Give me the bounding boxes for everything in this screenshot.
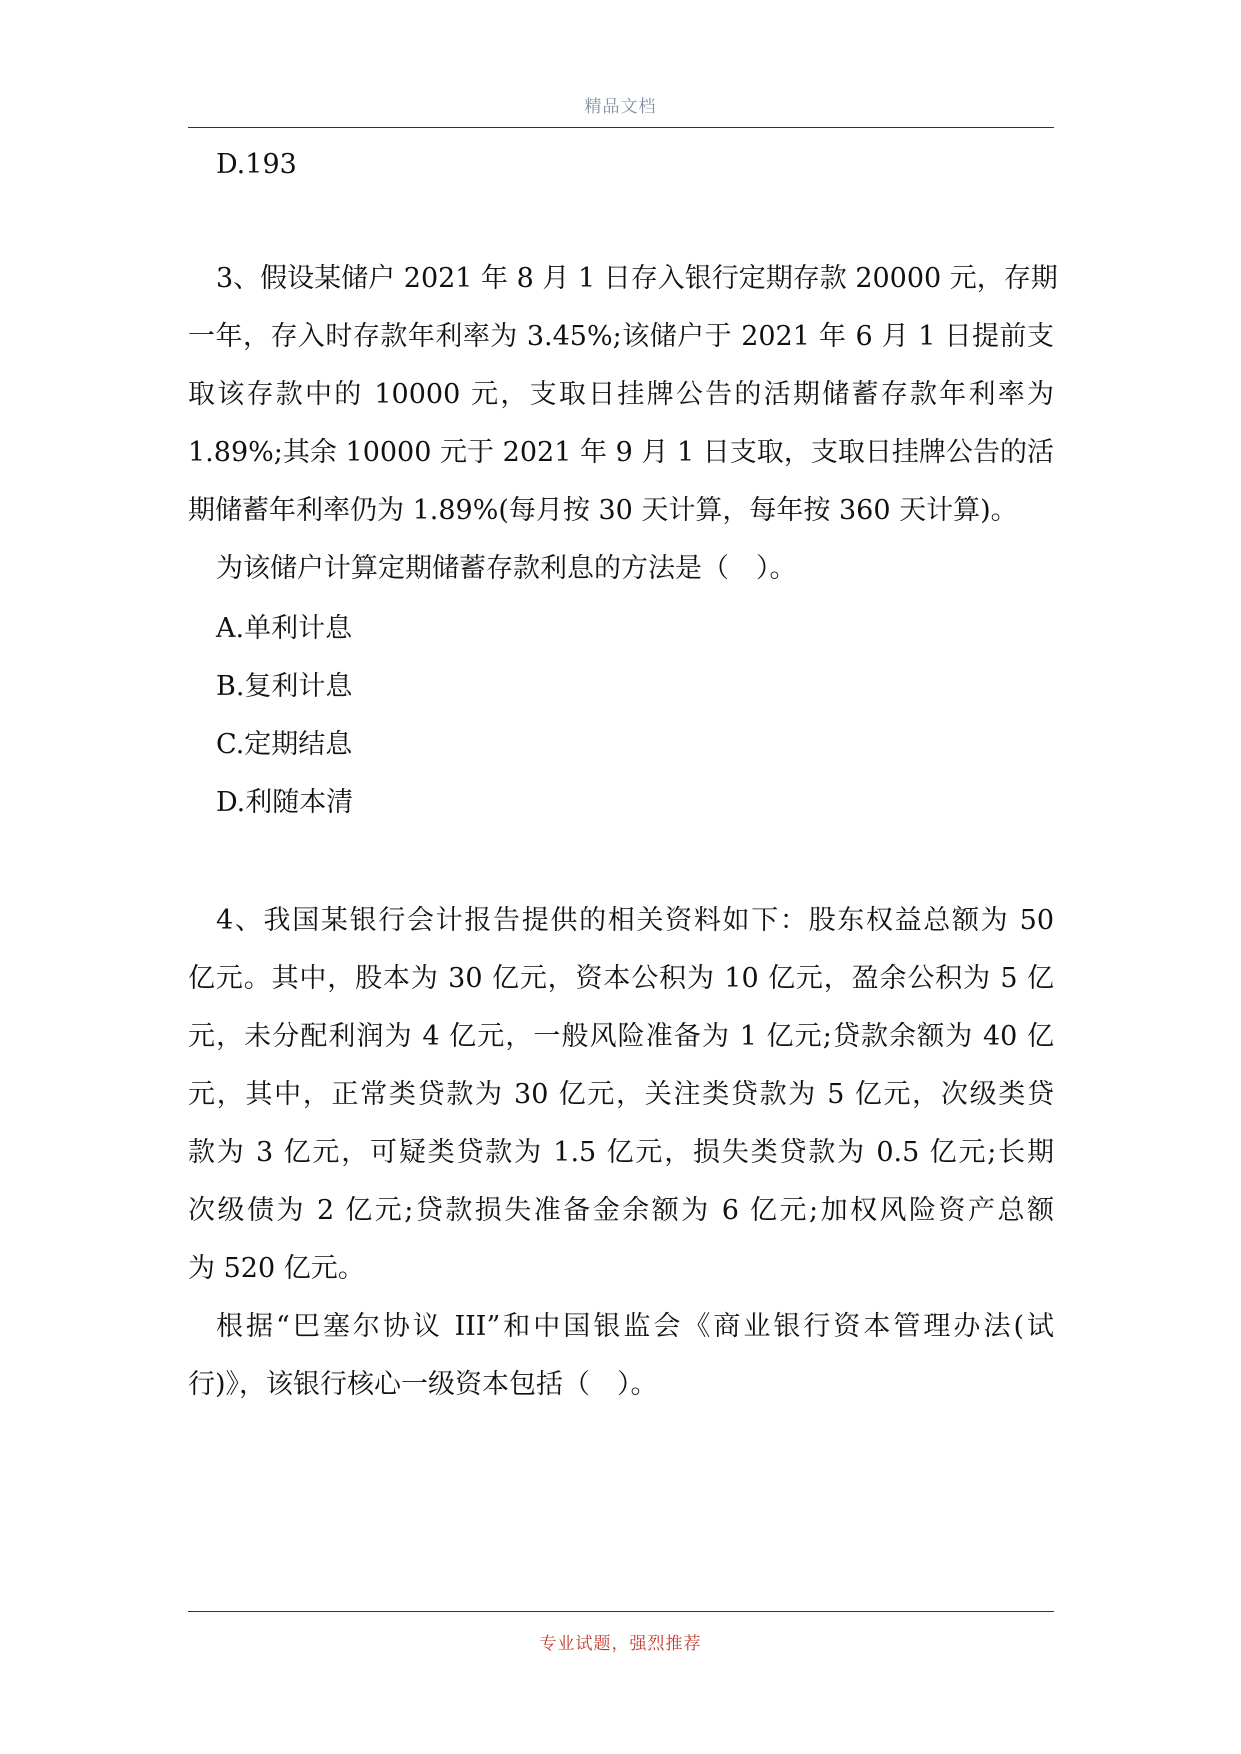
q4-line-5: 款为 3 亿元，可疑类贷款为 1.5 亿元，损失类贷款为 0.5 亿元;长期	[188, 1137, 1054, 1168]
page-header: 精品文档	[584, 97, 657, 117]
q4-prompt-line-2: 行)》，该银行核心一级资本包括（ ）。	[188, 1369, 658, 1400]
q3-option-c: C.定期结息	[216, 729, 353, 760]
q3-line-4: 1.89%;其余 10000 元于 2021 年 9 月 1 日支取，支取日挂牌公告的活	[188, 437, 1054, 468]
q3-option-a: A.单利计息	[216, 613, 353, 644]
page-footer: 专业试题，强烈推荐	[539, 1634, 702, 1654]
q4-prompt-line-1: 根据“巴塞尔协议 III”和中国银监会《商业银行资本管理办法(试	[216, 1311, 1054, 1342]
q4-line-2: 亿元。其中，股本为 30 亿元，资本公积为 10 亿元，盈余公积为 5 亿	[188, 963, 1054, 994]
q3-line-5: 期储蓄年利率仍为 1.89%(每月按 30 天计算，每年按 360 天计算)。	[188, 495, 1018, 526]
q3-line-2: 一年，存入时存款年利率为 3.45%;该储户于 2021 年 6 月 1 日提前支	[188, 321, 1054, 352]
q3-option-b: B.复利计息	[216, 671, 353, 702]
header-divider	[188, 127, 1054, 128]
q3-option-d: D.利随本清	[216, 787, 354, 818]
q3-prompt: 为该储户计算定期储蓄存款利息的方法是（ ）。	[216, 553, 797, 584]
q4-line-4: 元，其中，正常类贷款为 30 亿元，关注类贷款为 5 亿元，次级类贷	[188, 1079, 1054, 1110]
q4-line-1: 4、我国某银行会计报告提供的相关资料如下：股东权益总额为 50	[216, 905, 1054, 936]
footer-divider	[188, 1611, 1054, 1612]
q3-line-3: 取该存款中的 10000 元，支取日挂牌公告的活期储蓄存款年利率为	[188, 379, 1054, 410]
q4-line-3: 元，未分配利润为 4 亿元，一般风险准备为 1 亿元;贷款余额为 40 亿	[188, 1021, 1054, 1052]
prev-option-d: D.193	[216, 149, 297, 180]
q4-line-6: 次级债为 2 亿元;贷款损失准备金余额为 6 亿元;加权风险资产总额	[188, 1195, 1054, 1226]
q3-line-1: 3、假设某储户 2021 年 8 月 1 日存入银行定期存款 20000 元，存期	[216, 263, 1058, 294]
q4-line-7: 为 520 亿元。	[188, 1253, 365, 1284]
